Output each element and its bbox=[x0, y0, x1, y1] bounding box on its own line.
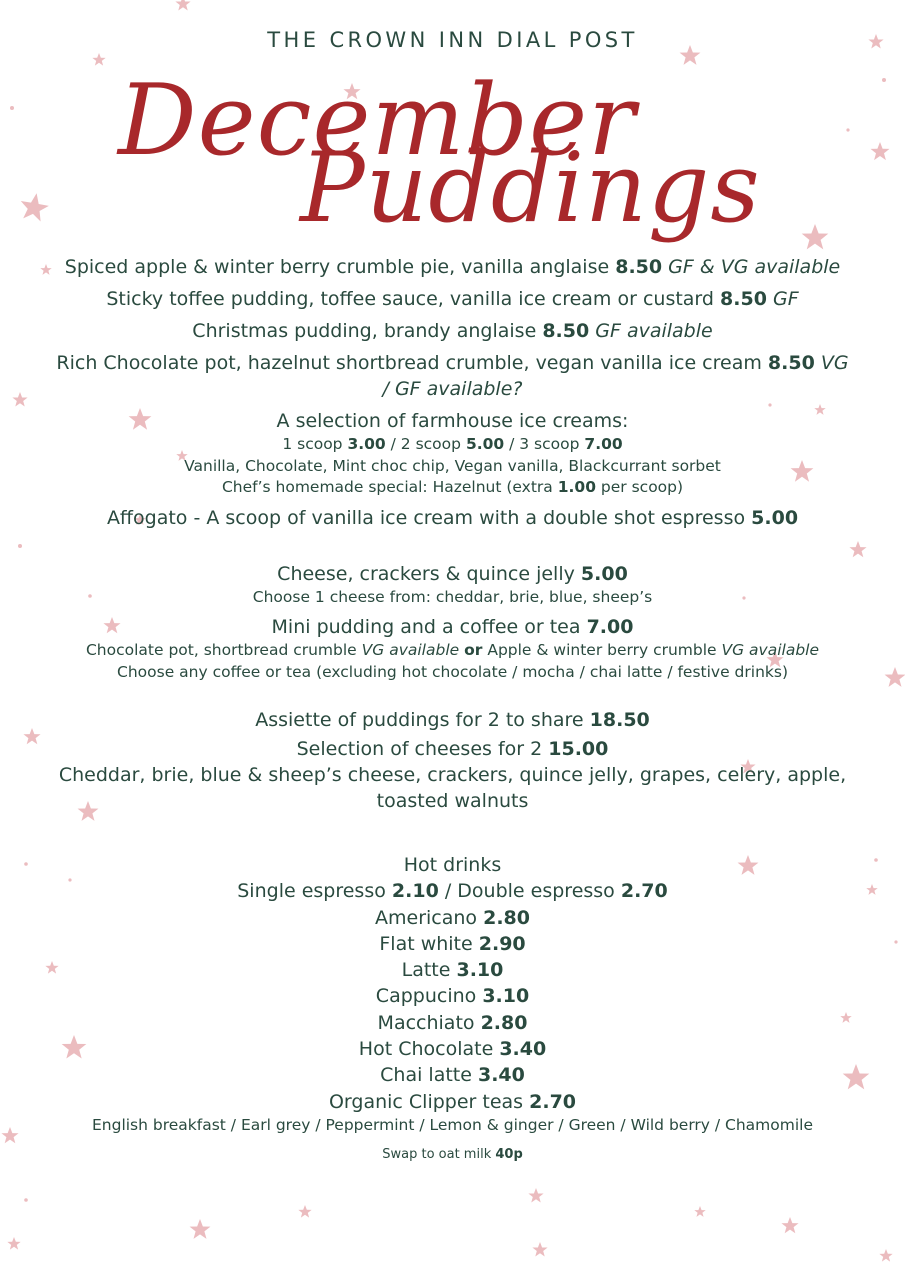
menu-title-line2: Puddings bbox=[300, 132, 761, 244]
option-text: Apple & winter berry crumble bbox=[487, 641, 717, 659]
ice-cream-heading: A selection of farmhouse ice creams: bbox=[276, 410, 629, 432]
drink-name: Single espresso bbox=[237, 880, 386, 903]
menu-title-line1: December bbox=[118, 64, 636, 178]
item-price: 8.50 bbox=[542, 320, 590, 342]
menu-item-cheese-selection bbox=[52, 736, 853, 762]
drink-price: 2.70 bbox=[529, 1090, 577, 1113]
drink-name: Flat white bbox=[379, 932, 473, 955]
special-text: Chef’s homemade special: Hazelnut (extra bbox=[221, 478, 553, 496]
mini-pudding-drinks-note: Choose any coffee or tea (excluding hot chocolate / mocha / chai latte / festive drinks) bbox=[117, 662, 788, 681]
drink-price: 2.80 bbox=[480, 1011, 528, 1034]
venue-name: THE CROWN INN DIAL POST bbox=[267, 28, 638, 52]
drink-latte bbox=[52, 957, 853, 983]
scoop-label: 2 scoop bbox=[400, 435, 461, 453]
scoop-label: 1 scoop bbox=[282, 435, 343, 453]
mini-pudding-options bbox=[52, 640, 853, 662]
ice-cream-flavours: Vanilla, Chocolate, Mint choc chip, Vegan vanilla, Blackcurrant sorbet bbox=[184, 456, 721, 475]
item-diet-note: VG / GF available? bbox=[382, 352, 849, 400]
option-diet-note: VG available bbox=[721, 641, 820, 659]
drink-price: 3.10 bbox=[456, 959, 504, 982]
item-name: Spiced apple & winter berry crumble pie, vanilla anglaise bbox=[64, 256, 610, 278]
hot-drinks-heading: Hot drinks bbox=[403, 854, 502, 876]
drink-name: Cappucino bbox=[375, 985, 477, 1008]
menu-item-assiette bbox=[52, 707, 853, 733]
item-price: 8.50 bbox=[767, 352, 815, 374]
ice-cream-prices: 1 scoop 3.00 / 2 scoop 5.00 / 3 scoop 7.00 bbox=[282, 435, 623, 453]
drink-name: Chai latte bbox=[380, 1064, 472, 1087]
drink-price: 2.90 bbox=[478, 932, 526, 955]
menu-item-affogato bbox=[52, 505, 853, 531]
item-name: Affogato - A scoop of vanilla ice cream with a double shot espresso bbox=[106, 506, 746, 529]
drink-price: 3.40 bbox=[499, 1038, 547, 1061]
item-name: Cheese, crackers & quince jelly bbox=[277, 562, 575, 585]
menu-item-crumble-pie bbox=[52, 254, 853, 280]
item-price: 8.50 bbox=[615, 256, 663, 278]
drink-name: Macchiato bbox=[377, 1011, 475, 1034]
drink-cappucino bbox=[52, 983, 853, 1009]
scoop-price: 7.00 bbox=[584, 435, 623, 453]
cheese-selection-description: Cheddar, brie, blue & sheep’s cheese, crackers, quince jelly, grapes, celery, apple, toasted walnuts bbox=[58, 764, 847, 812]
drink-price: 3.40 bbox=[477, 1064, 525, 1087]
drink-name: Double espresso bbox=[457, 880, 615, 903]
scoop-label: 3 scoop bbox=[519, 435, 580, 453]
oat-milk-text: Swap to oat milk bbox=[382, 1147, 492, 1163]
item-name: Assiette of puddings for 2 to share bbox=[255, 709, 584, 731]
item-name: Selection of cheeses for 2 bbox=[296, 738, 543, 760]
menu-item-christmas-pudding bbox=[52, 318, 853, 344]
drink-americano bbox=[52, 905, 853, 931]
drink-espresso: Single espresso 2.10 / Double espresso 2.70 bbox=[237, 880, 668, 903]
cheese-choice: Choose 1 cheese from: cheddar, brie, blue, sheep’s bbox=[252, 587, 653, 606]
drink-price: 3.10 bbox=[482, 985, 530, 1008]
menu-item-cheese bbox=[52, 561, 853, 587]
item-price: 8.50 bbox=[720, 288, 767, 310]
menu-item-mini-pudding bbox=[52, 614, 853, 640]
tea-varieties: English breakfast / Earl grey / Peppermint / Lemon & ginger / Green / Wild berry / Chamomile bbox=[91, 1115, 814, 1134]
item-price: 18.50 bbox=[589, 709, 650, 731]
option-diet-note: VG available bbox=[361, 641, 460, 659]
option-text: Chocolate pot, shortbread crumble bbox=[85, 641, 357, 659]
drink-clipper-teas bbox=[52, 1089, 853, 1115]
option-or: or bbox=[464, 641, 483, 659]
item-name: Rich Chocolate pot, hazelnut shortbread crumble, vegan vanilla ice cream bbox=[56, 352, 762, 374]
special-price: 1.00 bbox=[557, 478, 596, 496]
drink-name: Americano bbox=[375, 906, 478, 929]
drink-chai-latte bbox=[52, 1062, 853, 1088]
drink-name: Latte bbox=[401, 959, 451, 982]
special-suffix: per scoop) bbox=[600, 478, 684, 496]
ice-cream-special bbox=[52, 477, 853, 499]
item-price: 7.00 bbox=[586, 616, 634, 638]
item-name: Mini pudding and a coffee or tea bbox=[271, 616, 581, 638]
item-price: 5.00 bbox=[751, 506, 799, 529]
drink-macchiato bbox=[52, 1010, 853, 1036]
drink-price: 2.70 bbox=[620, 880, 668, 903]
drink-name: Organic Clipper teas bbox=[328, 1090, 524, 1113]
item-price: 15.00 bbox=[548, 738, 609, 760]
drink-name: Hot Chocolate bbox=[358, 1038, 494, 1061]
drink-price: 2.10 bbox=[391, 880, 439, 903]
oat-milk-price: 40p bbox=[495, 1147, 523, 1163]
item-diet-note: GF & VG available bbox=[668, 256, 841, 278]
drink-price: 2.80 bbox=[483, 906, 530, 929]
scoop-price: 3.00 bbox=[347, 435, 386, 453]
item-name: Sticky toffee pudding, toffee sauce, vanilla ice cream or custard bbox=[106, 288, 714, 310]
scoop-price: 5.00 bbox=[465, 435, 505, 453]
oat-milk-note bbox=[52, 1146, 853, 1164]
item-diet-note: GF available bbox=[595, 320, 713, 342]
item-price: 5.00 bbox=[580, 562, 628, 585]
item-name: Christmas pudding, brandy anglaise bbox=[192, 320, 537, 342]
drink-flat-white bbox=[52, 931, 853, 957]
drink-hot-chocolate bbox=[52, 1036, 853, 1062]
menu-item-sticky-toffee bbox=[52, 286, 853, 312]
menu-item-chocolate-pot bbox=[52, 350, 853, 402]
item-diet-note: GF bbox=[772, 288, 799, 310]
menu-list bbox=[52, 254, 853, 1164]
